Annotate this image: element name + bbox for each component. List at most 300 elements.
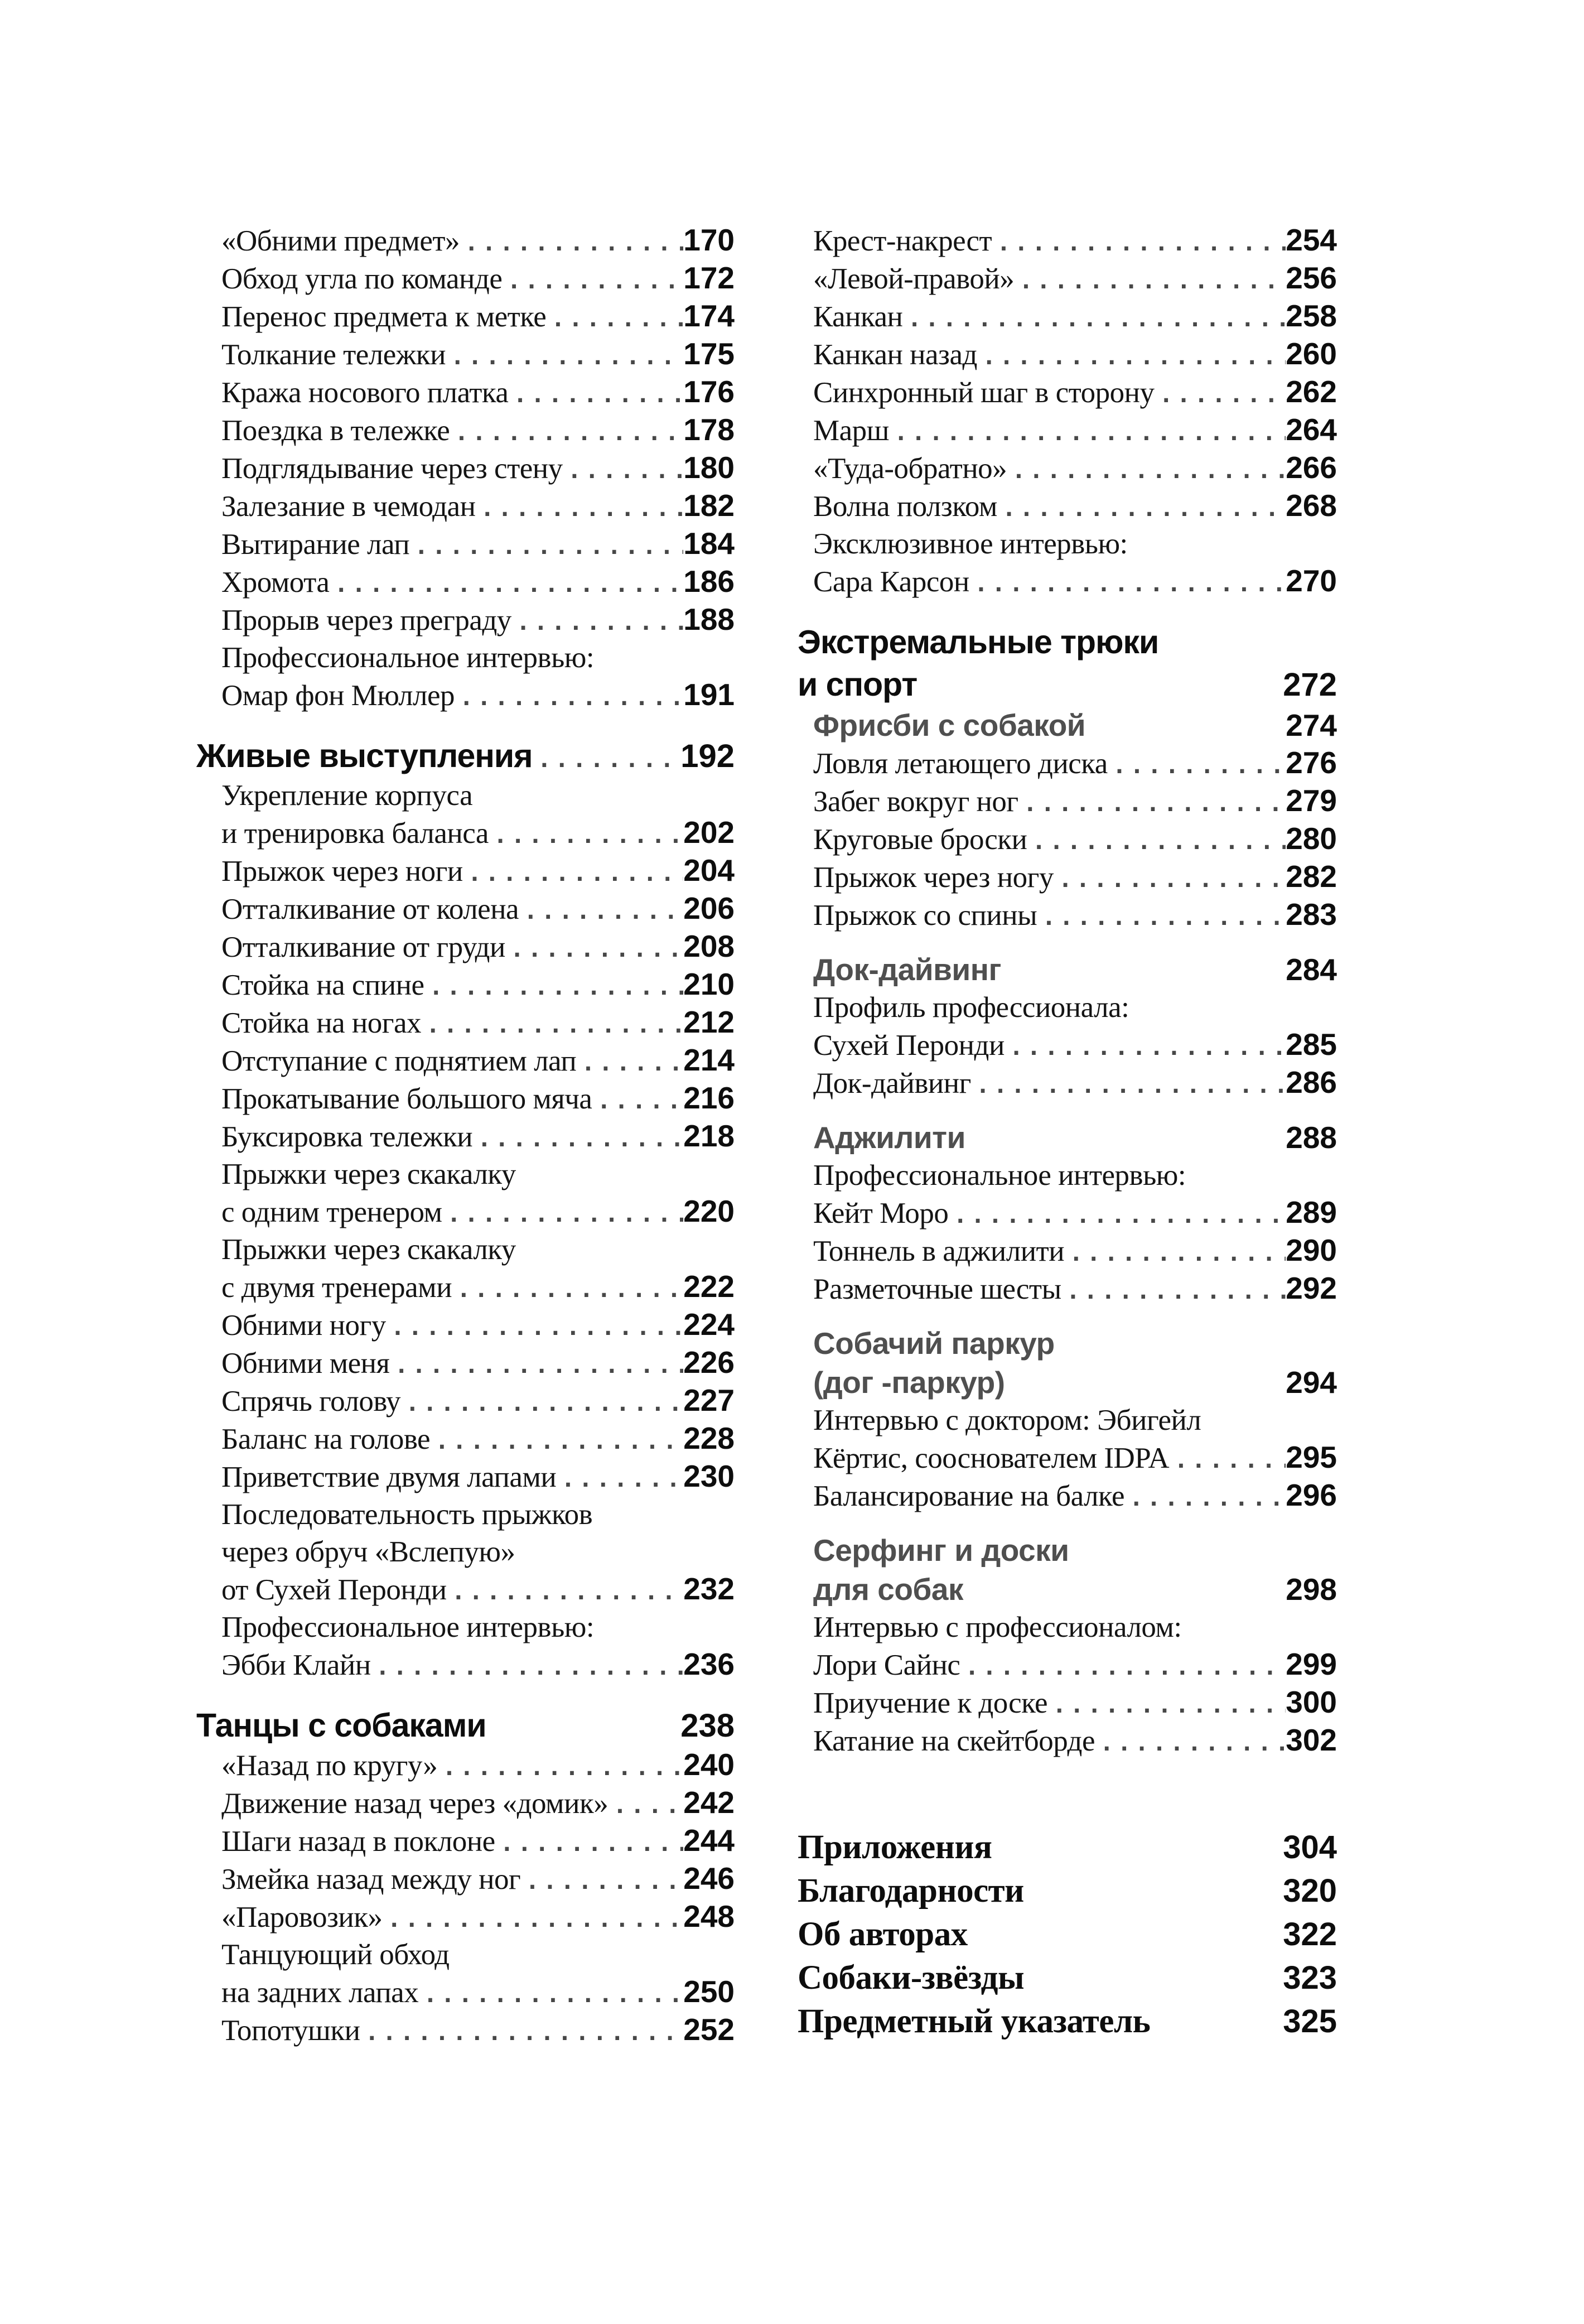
toc-row (196, 1382, 735, 1420)
toc-row (798, 1826, 1337, 1869)
toc-row (196, 1747, 735, 1785)
toc-label: Разметочные шесты (813, 1273, 1061, 1305)
dot-leader (460, 231, 683, 255)
toc-label: Собаки-звёзды (798, 1959, 1025, 1997)
dot-leader (455, 686, 683, 710)
dot-leader (418, 1983, 683, 2007)
toc-row (798, 260, 1337, 298)
page-number: 228 (683, 1421, 735, 1455)
toc-row (196, 814, 735, 852)
dot-leader (1007, 459, 1286, 483)
toc-subsection-header (798, 950, 1337, 989)
page-number: 252 (683, 2012, 735, 2047)
page-number: 300 (1286, 1685, 1337, 1719)
dot-leader (1108, 754, 1286, 778)
page-number: 272 (1283, 667, 1337, 703)
toc-row (798, 488, 1337, 525)
toc-row (798, 706, 1337, 745)
dot-leader (450, 421, 683, 445)
toc-row (798, 1956, 1337, 2000)
dot-leader (1169, 1448, 1286, 1473)
toc-row (196, 1936, 735, 1974)
toc-row (196, 1974, 735, 2012)
page-number: 230 (683, 1459, 735, 1493)
page-number: 254 (1286, 223, 1337, 257)
toc-label: Омар фон Мюллер (221, 679, 455, 712)
toc-entry (798, 488, 1337, 525)
toc-row (798, 1157, 1337, 1194)
toc-entry (196, 1004, 735, 1042)
page-number: 268 (1286, 488, 1337, 523)
toc-entry (196, 1747, 735, 1785)
toc-backmatter-entry (798, 1913, 1337, 1956)
dot-leader (1014, 269, 1286, 293)
toc-row (196, 1004, 735, 1042)
toc-row (798, 2000, 1337, 2043)
toc-entry (196, 450, 735, 488)
dot-leader (520, 1869, 683, 1894)
toc-label: Профессиональное интервью: (221, 1611, 595, 1643)
toc-section-header (196, 735, 735, 777)
page-number: 208 (683, 929, 735, 963)
page-number: 244 (683, 1823, 735, 1858)
toc-entry (798, 336, 1337, 374)
toc-row (798, 450, 1337, 488)
toc-entry (798, 374, 1337, 412)
toc-row (798, 950, 1337, 989)
page-number: 286 (1286, 1065, 1337, 1100)
toc-label: Буксировка тележки (221, 1121, 473, 1153)
dot-leader (1124, 1486, 1286, 1511)
toc-label: Баланс на голове (221, 1423, 431, 1455)
toc-entry (798, 450, 1337, 488)
page-number: 175 (683, 336, 735, 371)
toc-label: Укрепление корпуса (221, 779, 473, 812)
toc-row (798, 336, 1337, 374)
dot-leader (1037, 905, 1286, 930)
page-number: 290 (1286, 1233, 1337, 1267)
toc-row (196, 1193, 735, 1231)
toc-entry (196, 890, 735, 928)
page-number: 325 (1283, 2003, 1337, 2039)
toc-entry (196, 1860, 735, 1898)
toc-row (798, 859, 1337, 896)
toc-label: Шаги назад в поклоне (221, 1825, 495, 1858)
page-number: 258 (1286, 298, 1337, 333)
toc-label: Собачий паркур (813, 1326, 1055, 1361)
toc-row (798, 1363, 1337, 1402)
toc-entry (798, 896, 1337, 934)
toc-backmatter-entry (798, 1826, 1337, 1869)
dot-leader (463, 861, 684, 886)
toc-row (798, 1270, 1337, 1308)
page-number: 222 (683, 1269, 735, 1304)
page-number: 248 (683, 1899, 735, 1934)
dot-leader (386, 1315, 684, 1340)
toc-label: Приложения (798, 1829, 992, 1866)
toc-row (798, 1194, 1337, 1232)
dot-leader (519, 899, 683, 924)
dot-leader (1005, 1035, 1286, 1060)
dot-leader (969, 572, 1286, 596)
page-number: 178 (683, 412, 735, 447)
page-number: 279 (1286, 783, 1337, 818)
toc-entry (196, 1785, 735, 1822)
toc-entry (196, 639, 735, 715)
toc-row (798, 1118, 1337, 1157)
toc-label: Обними меня (221, 1347, 390, 1380)
toc-label: Благодарности (798, 1872, 1024, 1910)
dot-leader (992, 231, 1286, 255)
toc-label: Катание на скейтборде (813, 1725, 1095, 1757)
page-number: 206 (683, 891, 735, 925)
toc-row (798, 1913, 1337, 1956)
toc-label: Эбби Клайн (221, 1649, 371, 1681)
toc-label: Профессиональное интервью: (813, 1159, 1186, 1192)
page-number: 220 (683, 1194, 735, 1228)
toc-row (196, 1042, 735, 1080)
toc-entry (196, 852, 735, 890)
toc-label: Док-дайвинг (813, 1067, 971, 1100)
toc-label: Последовательность прыжков (221, 1498, 593, 1531)
toc-label: (дог -паркур) (813, 1365, 1005, 1400)
toc-entry (798, 1157, 1337, 1232)
toc-label: Кража носового платка (221, 377, 509, 409)
toc-row (798, 1477, 1337, 1515)
toc-label: Предметный указатель (798, 2003, 1151, 2040)
toc-entry (798, 745, 1337, 783)
toc-label: Канкан назад (813, 339, 977, 371)
toc-label: Прокатывание большого мяча (221, 1083, 592, 1115)
dot-leader (430, 1429, 683, 1454)
dot-leader (592, 1089, 683, 1113)
toc-row (196, 1118, 735, 1156)
toc-row (196, 1860, 735, 1898)
dot-leader (902, 307, 1286, 331)
dot-leader (556, 1467, 683, 1492)
dot-leader (608, 1793, 683, 1818)
page-number: 299 (1286, 1647, 1337, 1681)
dot-leader (1154, 383, 1286, 407)
page-number: 323 (1283, 1960, 1337, 1996)
toc-label: от Сухей Перонди (221, 1574, 447, 1606)
toc-row (196, 1080, 735, 1118)
dot-leader (508, 383, 683, 407)
page-number: 204 (683, 853, 735, 888)
page-number: 212 (683, 1005, 735, 1039)
toc-label: Танцы с собаками (196, 1707, 486, 1744)
toc-row (196, 298, 735, 336)
toc-label: Док-дайвинг (813, 952, 1001, 987)
toc-label: Приучение к доске (813, 1687, 1048, 1719)
toc-label: «Левой-правой» (813, 263, 1015, 295)
toc-entry (196, 777, 735, 852)
toc-label: с двумя тренерами (221, 1271, 452, 1304)
page-number: 302 (1286, 1723, 1337, 1757)
toc-row (798, 1026, 1337, 1064)
toc-label: Сухей Перонди (813, 1029, 1005, 1062)
dot-leader (1054, 867, 1286, 892)
toc-label: Прыжок со спины (813, 899, 1037, 932)
page-number: 320 (1283, 1873, 1337, 1909)
page-number: 216 (683, 1081, 735, 1115)
page-number: 292 (1286, 1271, 1337, 1305)
page-number: 246 (683, 1861, 735, 1896)
toc-row (196, 374, 735, 412)
toc-row (798, 1869, 1337, 1913)
toc-entry (798, 222, 1337, 260)
page-number: 236 (683, 1647, 735, 1681)
toc-label: Стойка на спине (221, 969, 424, 1001)
toc-subsection-header (798, 1118, 1337, 1157)
toc-entry (196, 1080, 735, 1118)
toc-row (196, 1156, 735, 1193)
toc-row (196, 1785, 735, 1822)
toc-row (196, 260, 735, 298)
toc-row (196, 735, 735, 777)
toc-label: Крест-накрест (813, 225, 992, 257)
toc-row (196, 1458, 735, 1496)
toc-entry (196, 412, 735, 450)
page-number: 232 (683, 1571, 735, 1606)
toc-row (196, 1822, 735, 1860)
dot-leader (1095, 1731, 1286, 1756)
toc-row (196, 966, 735, 1004)
toc-entry (798, 821, 1337, 859)
toc-row (798, 989, 1337, 1026)
toc-row (798, 896, 1337, 934)
toc-row (196, 777, 735, 814)
toc-entry (196, 1936, 735, 2012)
page-number: 256 (1286, 261, 1337, 295)
toc-label: Хромота (221, 566, 330, 599)
toc-entry (196, 488, 735, 525)
toc-label: «Обними предмет» (221, 225, 460, 257)
dot-leader (977, 345, 1286, 369)
page-number: 188 (683, 602, 735, 637)
toc-entry (798, 1270, 1337, 1308)
toc-entry (798, 525, 1337, 601)
toc-label: Круговые броски (813, 823, 1027, 856)
toc-entry (798, 1609, 1337, 1684)
page-number: 226 (683, 1345, 735, 1380)
toc-label: для собак (813, 1572, 963, 1607)
page-number: 170 (683, 223, 735, 257)
page-number: 270 (1286, 563, 1337, 598)
toc-entry (798, 1722, 1337, 1760)
page-number: 295 (1286, 1440, 1337, 1474)
toc-label: «Паровозик» (221, 1901, 383, 1934)
toc-row (196, 852, 735, 890)
toc-entry (196, 336, 735, 374)
toc-entry (798, 1402, 1337, 1477)
dot-leader (447, 1580, 684, 1604)
toc-entry (196, 966, 735, 1004)
toc-entry (798, 783, 1337, 821)
toc-label: Канкан (813, 301, 903, 333)
toc-label: Профессиональное интервью: (221, 642, 595, 674)
toc-label: Профиль профессионала: (813, 991, 1129, 1024)
page-number: 298 (1286, 1572, 1337, 1607)
dot-leader (563, 459, 684, 483)
page-number: 274 (1286, 708, 1337, 742)
toc-row (196, 1898, 735, 1936)
toc-label: Тоннель в аджилити (813, 1235, 1065, 1267)
toc-backmatter-entry (798, 1869, 1337, 1913)
toc-row (798, 222, 1337, 260)
toc-row (798, 1684, 1337, 1722)
page-number: 202 (683, 815, 735, 850)
toc-label: Живые выступления (196, 737, 533, 774)
toc-label: Поездка в тележке (221, 414, 450, 447)
toc-label: Лори Сайнс (813, 1649, 960, 1681)
toc-label: через обруч «Вслепую» (221, 1536, 515, 1568)
toc-label: Подглядывание через стену (221, 452, 563, 485)
dot-leader (371, 1655, 684, 1680)
toc-row (196, 890, 735, 928)
toc-entry (798, 989, 1337, 1064)
toc-label: Отталкивание от колена (221, 893, 519, 925)
page-number: 172 (683, 261, 735, 295)
page-number: 266 (1286, 450, 1337, 485)
dot-leader (889, 421, 1286, 445)
dot-leader (475, 496, 683, 521)
toc-label: Отталкивание от груди (221, 931, 505, 963)
toc-entry (196, 260, 735, 298)
dot-leader (546, 307, 683, 331)
toc-entry (196, 525, 735, 563)
page-number: 284 (1286, 952, 1337, 987)
toc-label: и тренировка баланса (221, 817, 489, 850)
toc-row (798, 412, 1337, 450)
toc-entry (196, 2012, 735, 2050)
page-number: 174 (683, 298, 735, 333)
dot-leader (1061, 1279, 1286, 1304)
toc-subsection-header (798, 1531, 1337, 1609)
toc-row (798, 563, 1337, 601)
toc-row (798, 1232, 1337, 1270)
toc-label: Перенос предмета к метке (221, 301, 547, 333)
dot-leader (1047, 1693, 1286, 1718)
toc-row (798, 374, 1337, 412)
toc-label: Толкание тележки (221, 339, 446, 371)
toc-label: Топотушки (221, 2014, 360, 2047)
page-number: 262 (1286, 374, 1337, 409)
toc-entry (196, 1118, 735, 1156)
toc-entry (798, 1232, 1337, 1270)
toc-label: Залезание в чемодан (221, 490, 476, 523)
toc-label: «Назад по кругу» (221, 1749, 438, 1782)
toc-row (196, 1496, 735, 1534)
dot-leader (383, 1907, 684, 1932)
toc-label: Волна ползком (813, 490, 997, 523)
dot-leader (329, 572, 683, 597)
dot-leader (424, 975, 683, 1000)
dot-leader (1018, 792, 1286, 816)
toc-label: и спорт (798, 666, 917, 703)
toc-row (798, 1531, 1337, 1570)
page-number: 186 (683, 564, 735, 599)
toc-row (196, 639, 735, 677)
toc-label: Эксклюзивное интервью: (813, 528, 1128, 560)
dot-leader (437, 1756, 683, 1780)
toc-row (196, 450, 735, 488)
dot-leader (511, 610, 683, 635)
toc-row (196, 222, 735, 260)
page-number: 304 (1283, 1829, 1337, 1865)
toc-label: Танцующий обход (221, 1939, 450, 1971)
toc-row (798, 1570, 1337, 1609)
toc-row (196, 601, 735, 639)
toc-label: Синхронный шаг в сторону (813, 377, 1155, 409)
toc-entry (798, 1477, 1337, 1515)
page-number: 218 (683, 1118, 735, 1153)
toc-entry (196, 1306, 735, 1344)
toc-label: Прыжок через ногу (813, 861, 1054, 894)
toc-label: Прыжок через ноги (221, 855, 463, 888)
toc-row (196, 563, 735, 601)
toc-row (798, 621, 1337, 663)
dot-leader (421, 1013, 683, 1038)
toc-label: Серфинг и доски (813, 1533, 1069, 1568)
toc-entry (196, 563, 735, 601)
toc-label: Кёртис, сооснователем IDPA (813, 1442, 1170, 1474)
page-number: 288 (1286, 1120, 1337, 1155)
toc-entry (798, 859, 1337, 896)
page-number: 191 (683, 677, 735, 712)
page-number: 238 (680, 1708, 735, 1744)
dot-leader (533, 748, 681, 772)
toc-label: Приветствие двумя лапами (221, 1461, 557, 1493)
page-number: 280 (1286, 821, 1337, 856)
toc-row (196, 1269, 735, 1306)
toc-row (798, 298, 1337, 336)
toc-label: Прыжки через скакалку (221, 1233, 516, 1266)
dot-leader (576, 1051, 683, 1076)
dot-leader (948, 1203, 1286, 1228)
dot-leader (495, 1831, 684, 1856)
dot-leader (400, 1391, 683, 1416)
toc-label: Об авторах (798, 1916, 968, 1953)
toc-label: Интервью с доктором: Эбигейл (813, 1404, 1201, 1436)
toc-row (196, 336, 735, 374)
toc-backmatter-entry (798, 2000, 1337, 2043)
toc-label: с одним тренером (221, 1196, 442, 1228)
toc-row (196, 412, 735, 450)
page-number: 176 (683, 374, 735, 409)
toc-row (798, 1439, 1337, 1477)
page-number: 260 (1286, 336, 1337, 371)
page-number: 283 (1286, 897, 1337, 932)
toc-label: Кейт Моро (813, 1197, 949, 1229)
toc-label: Прыжки через скакалку (221, 1158, 516, 1190)
toc-row (798, 745, 1337, 783)
page-number: 182 (683, 488, 735, 523)
toc-entry (196, 928, 735, 966)
toc-label: на задних лапах (221, 1976, 419, 2009)
toc-label: Змейка назад между ног (221, 1863, 521, 1896)
toc-backmatter-entry (798, 1956, 1337, 2000)
dot-leader (452, 1277, 683, 1302)
toc-row (196, 1306, 735, 1344)
toc-entry (196, 1042, 735, 1080)
toc-row (196, 1646, 735, 1684)
toc-row (798, 1324, 1337, 1363)
toc-entry (196, 298, 735, 336)
toc-entry (798, 1684, 1337, 1722)
toc-row (196, 2012, 735, 2050)
dot-leader (505, 937, 683, 962)
